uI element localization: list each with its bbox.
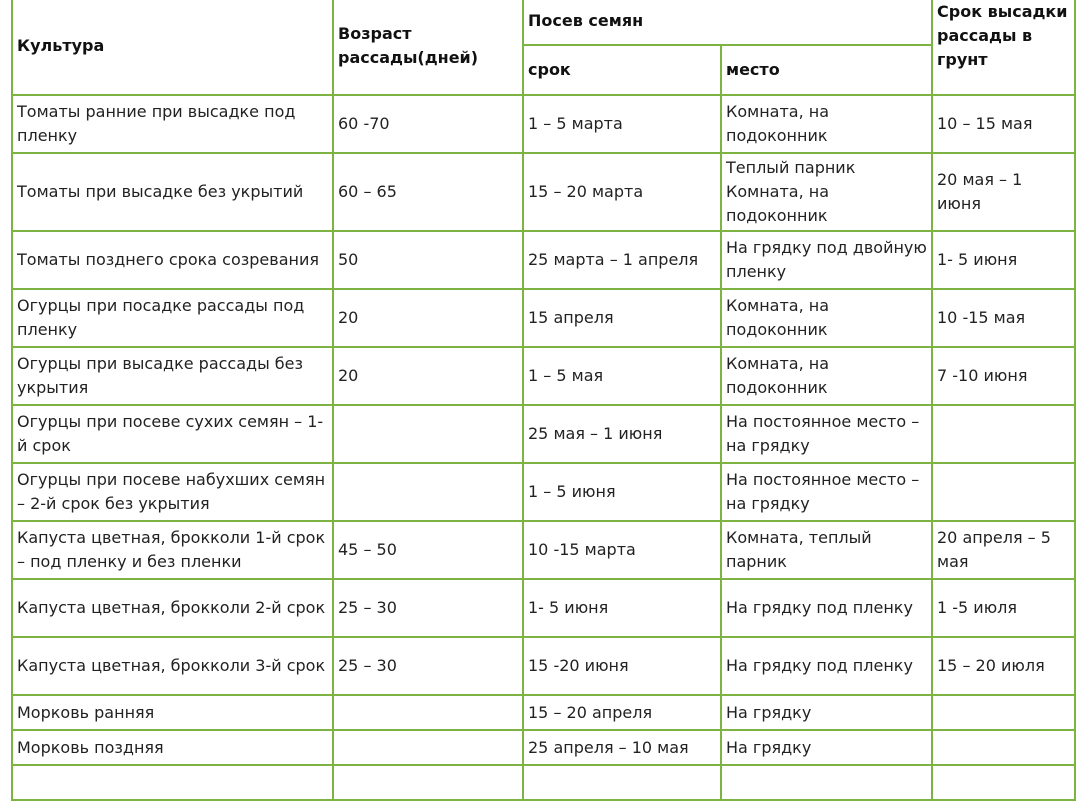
- table-row: [12, 95, 1075, 153]
- cell-planting-out: [932, 765, 1075, 800]
- cell-age: 60 -70: [333, 95, 523, 153]
- cell-sowing-time: 1 – 5 марта: [523, 95, 721, 153]
- table-row: [12, 521, 1075, 579]
- cell-crop: Огурцы при посеве набухших семян – 2-й срок без укрытия: [12, 463, 333, 521]
- cell-planting-out: 10 -15 мая: [932, 289, 1075, 347]
- header-planting-out: Срок высадки рассады в грунт: [932, 0, 1075, 95]
- cell-sowing-place: Комната, на подоконник: [721, 289, 932, 347]
- cell-crop: Огурцы при высадке рассады без укрытия: [12, 347, 333, 405]
- table-row: [12, 765, 1075, 800]
- cell-age: [333, 695, 523, 730]
- cell-planting-out: [932, 695, 1075, 730]
- cell-crop: Томаты позднего срока созревания: [12, 231, 333, 289]
- cell-planting-out: 20 мая – 1 июня: [932, 153, 1075, 231]
- cell-sowing-time: 15 – 20 марта: [523, 153, 721, 231]
- cell-crop: Капуста цветная, брокколи 2-й срок: [12, 579, 333, 637]
- cell-planting-out: 20 апреля – 5 мая: [932, 521, 1075, 579]
- cell-sowing-place: На постоянное место – на грядку: [721, 463, 932, 521]
- table-row: [12, 153, 1075, 231]
- table-row: [12, 730, 1075, 765]
- cell-crop: Огурцы при посадке рассады под пленку: [12, 289, 333, 347]
- cell-planting-out: 1 -5 июля: [932, 579, 1075, 637]
- cell-planting-out: 1- 5 июня: [932, 231, 1075, 289]
- cell-sowing-time: 25 марта – 1 апреля: [523, 231, 721, 289]
- cell-sowing-time: 25 апреля – 10 мая: [523, 730, 721, 765]
- cell-sowing-place: Комната, теплый парник: [721, 521, 932, 579]
- cell-age: 20: [333, 347, 523, 405]
- cell-age: 25 – 30: [333, 579, 523, 637]
- sowing-calendar-table: [11, 0, 1076, 801]
- cell-crop: Капуста цветная, брокколи 3-й срок: [12, 637, 333, 695]
- table-row: [12, 463, 1075, 521]
- cell-sowing-time: 1- 5 июня: [523, 579, 721, 637]
- table-row: [12, 231, 1075, 289]
- cell-crop: Морковь поздняя: [12, 730, 333, 765]
- header-sowing-time: срок: [523, 45, 721, 95]
- cell-sowing-time: [523, 765, 721, 800]
- cell-sowing-place: Теплый парник Комната, на подоконник: [721, 153, 932, 231]
- cell-sowing-time: 15 апреля: [523, 289, 721, 347]
- cell-crop: Томаты ранние при высадке под пленку: [12, 95, 333, 153]
- cell-age: 60 – 65: [333, 153, 523, 231]
- cell-crop: Капуста цветная, брокколи 1-й срок – под пленку и без пленки: [12, 521, 333, 579]
- cell-planting-out: [932, 463, 1075, 521]
- cell-age: 50: [333, 231, 523, 289]
- header-seedling-age: Возраст рассады(дней): [333, 0, 523, 95]
- cell-sowing-time: 1 – 5 июня: [523, 463, 721, 521]
- cell-sowing-place: На грядку под пленку: [721, 637, 932, 695]
- cell-sowing-place: На грядку: [721, 730, 932, 765]
- header-sowing: Посев семян: [523, 0, 932, 45]
- cell-planting-out: 7 -10 июня: [932, 347, 1075, 405]
- cell-crop: Томаты при высадке без укрытий: [12, 153, 333, 231]
- cell-sowing-place: На грядку под пленку: [721, 579, 932, 637]
- header-crop: Культура: [12, 0, 333, 95]
- cell-crop: [12, 765, 333, 800]
- table-row: [12, 695, 1075, 730]
- cell-sowing-place: Комната, на подоконник: [721, 95, 932, 153]
- cell-sowing-time: 1 – 5 мая: [523, 347, 721, 405]
- cell-crop: Морковь ранняя: [12, 695, 333, 730]
- table-row: [12, 289, 1075, 347]
- cell-sowing-place: Комната, на подоконник: [721, 347, 932, 405]
- table-row: [12, 347, 1075, 405]
- cell-planting-out: [932, 405, 1075, 463]
- cell-age: [333, 463, 523, 521]
- cell-sowing-time: 15 – 20 апреля: [523, 695, 721, 730]
- cell-age: 25 – 30: [333, 637, 523, 695]
- cell-sowing-place: [721, 765, 932, 800]
- cell-planting-out: 10 – 15 мая: [932, 95, 1075, 153]
- cell-age: 20: [333, 289, 523, 347]
- cell-sowing-time: 25 мая – 1 июня: [523, 405, 721, 463]
- table-row: [12, 405, 1075, 463]
- cell-sowing-place: На постоянное место – на грядку: [721, 405, 932, 463]
- cell-age: [333, 765, 523, 800]
- cell-sowing-place: На грядку: [721, 695, 932, 730]
- cell-sowing-time: 15 -20 июня: [523, 637, 721, 695]
- header-sowing-place: место: [721, 45, 932, 95]
- cell-crop: Огурцы при посеве сухих семян – 1-й срок: [12, 405, 333, 463]
- table-row: [12, 637, 1075, 695]
- table-wrapper: [11, 0, 1076, 801]
- cell-age: [333, 730, 523, 765]
- cell-sowing-time: 10 -15 марта: [523, 521, 721, 579]
- cell-sowing-place: На грядку под двойную пленку: [721, 231, 932, 289]
- table-row: [12, 579, 1075, 637]
- cell-age: 45 – 50: [333, 521, 523, 579]
- cell-planting-out: 15 – 20 июля: [932, 637, 1075, 695]
- cell-planting-out: [932, 730, 1075, 765]
- cell-age: [333, 405, 523, 463]
